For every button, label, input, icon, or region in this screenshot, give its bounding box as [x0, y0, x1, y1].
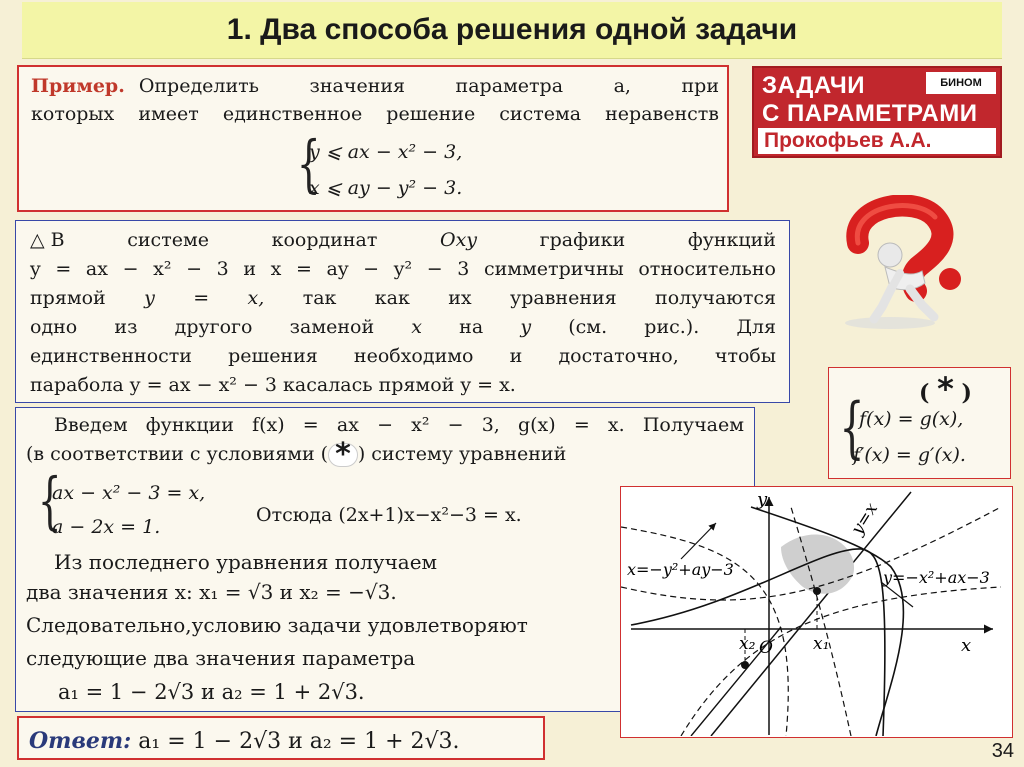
condition-2: f′(x) = g′(x).: [853, 444, 966, 466]
example-brace: {: [296, 127, 321, 200]
solution2-line-3: Из последнего уравнения получаем: [54, 550, 438, 574]
s1-l4-w5: на: [459, 316, 484, 338]
solution1-line-6: парабола y = ax − x² − 3 касалась прямой y = x.: [30, 374, 516, 396]
line-label: y=x: [847, 499, 883, 539]
s1-l3-w2: =: [193, 287, 210, 309]
system-eq-2: a − 2x = 1.: [52, 516, 161, 538]
answer-box: [17, 716, 545, 760]
solution1-line-2: y = ax − x² − 3 и x = ay − y² − 3 симметричны относительно: [30, 258, 776, 280]
s1-l3-w3: x,: [247, 287, 265, 309]
s1-l3-w6: их: [448, 287, 472, 309]
system-brace: {: [37, 464, 62, 537]
x-axis-label: x: [961, 635, 972, 656]
solution1-line-5: единственности решения необходимо и достаточно, чтобы: [30, 345, 776, 367]
s1-l4-w9: Для: [736, 316, 776, 338]
example-text-1: Определить значения параметра a, при: [138, 75, 719, 97]
s1-l4-w2: другого: [174, 316, 253, 338]
solution2-line-6: следующие два значения параметра: [26, 646, 416, 670]
point-x1: [813, 587, 821, 595]
s1-l3-w8: получаются: [655, 287, 776, 309]
curve1-label: x=−y²+ay−3: [627, 560, 734, 579]
condition-1: f(x) = g(x),: [859, 408, 964, 430]
point-x2: [741, 661, 749, 669]
system-eq-1: ax − x² − 3 = x,: [52, 482, 206, 504]
shaded-region: [781, 535, 854, 594]
conditions-brace: {: [839, 389, 865, 466]
solution1-line-3: [30, 287, 776, 309]
solution2-line-7: a₁ = 1 − 2√3 и a₂ = 1 + 2√3.: [58, 680, 365, 704]
answer-label: Ответ:: [29, 728, 132, 754]
s1-w0: △ В: [30, 229, 65, 251]
s1-l3-w7: уравнения: [510, 287, 617, 309]
example-line-1: [31, 75, 719, 97]
s1-w1: системе: [127, 229, 209, 251]
solution2-line-2: [26, 437, 567, 472]
conditions-box: [828, 367, 1011, 479]
origin-label: O: [759, 638, 773, 658]
answer-text: a₁ = 1 − 2√3 и a₂ = 1 + 2√3.: [138, 729, 460, 754]
publisher-badge: БИНОМ: [926, 72, 996, 94]
arrow-curve1: [681, 523, 716, 559]
s1-l4-w7: (см.: [568, 316, 608, 338]
example-box: [17, 65, 729, 212]
conditions-star: ( * ): [919, 370, 972, 408]
s1-l4-w6: y: [520, 316, 532, 338]
question-mark-figure-icon: [830, 195, 980, 330]
book-logo: [752, 66, 1002, 158]
page-title: [22, 2, 1002, 59]
s1-l3-w0: прямой: [30, 287, 106, 309]
hence-equation: Отсюда (2x+1)x−x²−3 = x.: [256, 504, 522, 526]
solution2-line-4: два значения x: x₁ = √3 и x₂ = −√3.: [26, 580, 397, 604]
s1-l4-w1: из: [114, 316, 138, 338]
graph-figure: [621, 487, 1011, 736]
s1-l3-w4: так: [302, 287, 337, 309]
s2-l2-b: ) систему уравнений: [357, 443, 567, 465]
s1-l3-w1: y: [144, 287, 155, 309]
answer-line: [29, 728, 460, 754]
y-axis-label: y: [757, 489, 768, 510]
solution2-line-1: Введем функции f(x) = ax − x² − 3, g(x) = x. Получаем: [54, 414, 744, 436]
x1-label: x₁: [813, 634, 830, 654]
s1-w3: Oxy: [440, 229, 478, 251]
s1-l4-w4: x: [411, 316, 422, 338]
page-number: 34: [991, 740, 1014, 762]
curve2-label: y=−x²+ax−3: [883, 568, 990, 587]
s1-l4-w3: заменой: [289, 316, 375, 338]
inequality-1: y ⩽ ax − x² − 3,: [309, 141, 463, 163]
conditions-star-symbol: *: [937, 370, 954, 408]
s1-l4-w0: одно: [30, 316, 78, 338]
solution2-line-5: Следовательно,условию задачи удовлетворяют: [26, 613, 528, 637]
solution1-line-4: [30, 316, 776, 338]
title-text: 1. Два способа решения одной задачи: [226, 13, 798, 46]
s1-l3-w5: как: [374, 287, 410, 309]
line-y-equals-x: [711, 492, 911, 736]
x2-label: x₂: [739, 634, 756, 654]
logo-author: Прокофьев А.А.: [758, 128, 996, 154]
graph-box: [620, 486, 1013, 738]
solution1-line-1: [30, 229, 776, 251]
s1-w5: функций: [687, 229, 776, 251]
s2-l2-a: (в соответствии с условиями (: [26, 443, 329, 465]
example-label: Пример.: [31, 75, 125, 97]
s1-w4: графики: [539, 229, 626, 251]
solution-box-1: [15, 220, 790, 403]
example-line-2: которых имеет единственное решение система неравенств: [31, 103, 719, 125]
parabola-dashed-1: [621, 527, 788, 736]
logo-line-1: ЗАДАЧИ: [762, 72, 865, 99]
s1-w2: координат: [271, 229, 378, 251]
star-badge: *: [328, 443, 358, 467]
inequality-2: x ⩽ ay − y² − 3.: [309, 177, 463, 199]
s1-l4-w8: рис.).: [644, 316, 700, 338]
logo-line-2: С ПАРАМЕТРАМИ: [762, 100, 978, 127]
